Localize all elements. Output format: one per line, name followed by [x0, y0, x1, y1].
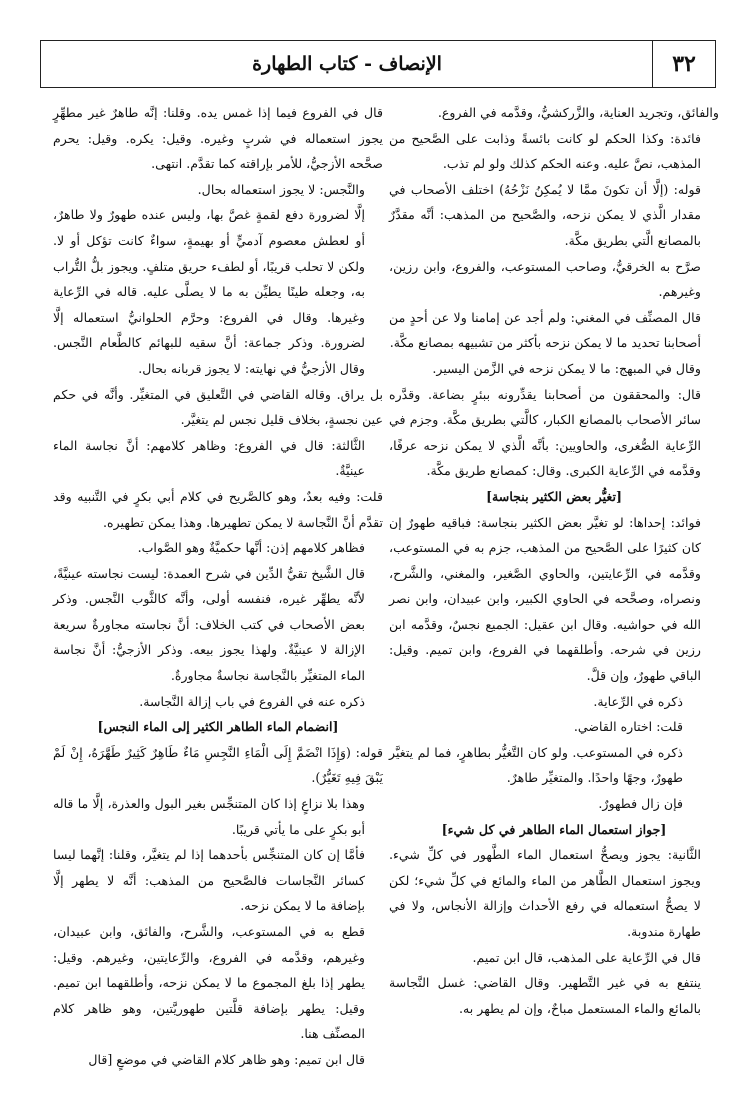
- paragraph: فظاهر كلامهم إذن: أنَّها حكميَّةٌ وهو الصَّواب.: [137, 540, 365, 556]
- paragraph: بل يراق. وقاله القاضي في التَّعليق في المتغيِّر. وأنَّه في حكم عين نجسةٍ، بخلاف قليل نجس لم يتغيَّر.: [53, 386, 383, 428]
- section-heading: [تغيُّر بعض الكثير بنجاسة]: [486, 488, 622, 504]
- paragraph: قلت: اختاره القاضي.: [573, 719, 683, 735]
- section-heading: [انضمام الماء الطاهر الكثير إلى الماء النجس]: [97, 719, 339, 735]
- paragraph: صرَّح به الخرقيُّ، وصاحب المستوعب، والفروع، وابن رزين، وغيرهم.: [389, 258, 701, 300]
- paragraph: فإن زال فطهورٌ.: [598, 796, 683, 812]
- paragraph: ذكره في المستوعب. ولو كان التَّغيُّر بطاهرٍ، فما لم يتغيَّر طهورٌ، وجهًا واحدًا. والمتغيِّر طاهرٌ.: [389, 744, 683, 786]
- paragraph: فأمَّا إن كان المتنجِّس بأحدهما إذا لم يتغيَّر، وقلنا: إنَّهما ليسا كسائر النَّجاسات فالصَّحيح من المذهب: أنَّه لا يطهر إلَّا بإضافة ما لا يمكن نزحه.: [53, 847, 365, 914]
- paragraph: والفائق، وتجريد العناية، والزَّركشيُّ، وقدَّمه في الفروع.: [437, 105, 719, 120]
- section-heading: [جواز استعمال الماء الطاهر في كل شيء]: [441, 821, 667, 837]
- paragraph: قال: والمحققون من أصحابنا يقدِّرونه ببئرٍ بضاعة. وقدَّره سائر الأصحاب بالمصانع الكبار، كالَّتي بطريق مكَّة. وجزم في الرِّعاية الصُّغرى، والحاويين: بأنَّه الَّذي لا يمكن نزحه عرفًا، وقدَّمه في الرِّعاية الكبرى. وقال: كمصانع طريق مكَّة.: [389, 386, 701, 479]
- paragraph: ينتفع به في غير التَّطهير. وقال القاضي: غسل النَّجاسة بالمائع والماء المستعمل مباحٌ، وإن لم يطهر به.: [389, 975, 701, 1016]
- paragraph: قال المصنِّف في المغني: ولم أجد عن إمامنا ولا عن أحدٍ من أصحابنا تحديد ما لا يمكن نزحه بأكثر من تشبيهه بمصانع مكَّة.: [389, 309, 701, 351]
- paragraph: قال ابن تميم: وهو ظاهر كلام القاضي في موضعٍ [قال: [88, 1051, 365, 1067]
- paragraph: قال في الرِّعاية على المذهب، قال ابن تميم.: [472, 949, 701, 965]
- paragraph: فائدة: وكذا الحكم لو كانت بائسةً وذابت على الصَّحيح من المذهب، نصَّ عليه. وعنه الحكم كذلك ولو لم تذب.: [389, 130, 701, 172]
- page-number: ٣٢: [652, 41, 715, 87]
- paragraph: قوله: (إلَّا أن تكونَ ممَّا لا يُمكِنُ نَزْحُهُ) اختلف الأصحاب في مقدار الَّذي لا يمكن نزحه، والصَّحيح من المذهب: أنَّه مقدَّرٌ بالمصانع الَّتي بطريق مكَّة.: [389, 181, 701, 248]
- paragraph: قال الشَّيخ تقيُّ الدِّين في شرح العمدة: ليست نجاسته عينيَّةً، لأنَّه يطهِّر غيره، فنفسه أولى، وأنَّه كالثَّوب النَّجس. وذكر بعض الأصحاب في كتب الخلاف: أنَّ نجاسته مجاورةٌ سريعة الإزالة لا عينيَّةٌ. ولهذا يجوز بيعه. وذكر الأزجيُّ: أنَّ نجاسة الماء المتغيِّر بالنَّجاسة نجاسةٌ مجاورةٌ.: [53, 565, 365, 684]
- left-column: [53, 100, 383, 1073]
- right-column: [389, 100, 719, 1021]
- page-header: [40, 40, 716, 88]
- paragraph: فوائد: إحداها: لو تغيَّر بعض الكثير بنجاسة: فباقيه طهورٌ إن كان كثيرًا على الصَّحيح من المذهب، جزم به في المستوعب، وقدَّمه في الرِّعايتين، والحاوي الصَّغير، والمغني، والشَّرح، ونصراه، وصحَّحه في الحاوي الكبير، وابن عبيدان، وابن نصر الله في حواشيه. وقال ابن عقيل: الجميع نجسٌ، وقدَّمه ابن رزين في شرحه. وأطلقهما في الفروع، وابن تميم. وقيل: الباقي طهورٌ، وإن قلَّ.: [389, 514, 701, 684]
- paragraph: قلت: وفيه بعدٌ، وهو كالصَّريح في كلام أبي بكرٍ في التَّنبيه وقد تقدَّم أنَّ النَّجاسة لا يمكن تطهيرها. وهذا يمكن تطهيره.: [53, 488, 383, 530]
- paragraph: وقال في المبهج: ما لا يمكن نزحه في الزَّمن اليسير.: [432, 360, 701, 376]
- paragraph: قوله: (وَإِذَا انْضَمَّ إِلَى الْمَاءِ النَّجِسِ مَاءٌ طَاهِرٌ كَثِيرٌ طَهَّرَهُ، إِنْ لَمْ يَبْقَ فِيهِ تَغَيُّرٌ).: [53, 744, 383, 786]
- running-title: الإنصاف - كتاب الطهارة: [252, 53, 442, 75]
- paragraph: ذكره في الرِّعاية.: [593, 693, 683, 709]
- paragraph: ذكره عنه في الفروع في باب إزالة النَّجاسة.: [139, 693, 365, 709]
- paragraph: والنَّجس: لا يجوز استعماله بحال.: [197, 181, 365, 197]
- paragraph: إلَّا لضرورة دفع لقمةٍ غصَّ بها، وليس عنده طهورٌ ولا طاهرٌ، أو لعطش معصوم آدميٍّ أو بهيمةٍ، سواءٌ كانت تؤكل أو لا. ولكن لا تحلب قريبًا، أو لطفء حريق متلفٍ. ويجوز بلُّ التُّراب به، وجعله طينًا يطيِّن به ما لا يصلَّى عليه. قاله في الرِّعاية وغيرها. وقال في الفروع: وحرَّم الحلوانيُّ استعماله إلَّا لضرورة. وذكر جماعة: أنَّ سقيه للبهائم كالطَّعام النَّجس. وقال الأزجيُّ في نهايته: لا يجوز قربانه بحال.: [53, 207, 365, 376]
- paragraph: وهذا بلا نزاعٍ إذا كان المتنجِّس بغير البول والعذرة، إلَّا ما قاله أبو بكرٍ على ما يأتي قريبًا.: [53, 796, 365, 837]
- paragraph: الثَّالثة: قال في الفروع: وظاهر كلامهم: أنَّ نجاسة الماء عينيَّةٌ.: [53, 437, 365, 479]
- paragraph: الثَّانية: يجوز ويصحُّ استعمال الماء الطَّهور في كلِّ شيء. ويجوز استعمال الطَّاهر من الماء والمائع في كلِّ شيء؛ لكن لا يصحُّ استعماله في رفع الأحداث وإزالة الأنجاس، ولا في طهارة مندوبة.: [389, 847, 701, 939]
- paragraph: قال في الفروع فيما إذا غمس يده. وقلنا: إنَّه طاهرٌ غير مطهِّرٍ يجوز استعماله في شربٍ وغيره. وقيل: يكره. وقيل: يحرم صحَّحه الأزجيُّ، للأمر بإراقته كما تقدَّم. انتهى.: [53, 105, 383, 172]
- paragraph: قطع به في المستوعب، والشَّرح، والفائق، وابن عبيدان، وغيرهم، وقدَّمه في الفروع، والرِّعايتين، وغيرهم. وقيل: يطهر إذا بلغ المجموع ما لا يمكن نزحه، وأطلقهما ابن تميم. وقيل: يطهر بإضافة قلَّتين طهوريَّتين، وهو ظاهر كلام المصنِّف هنا.: [53, 924, 365, 1042]
